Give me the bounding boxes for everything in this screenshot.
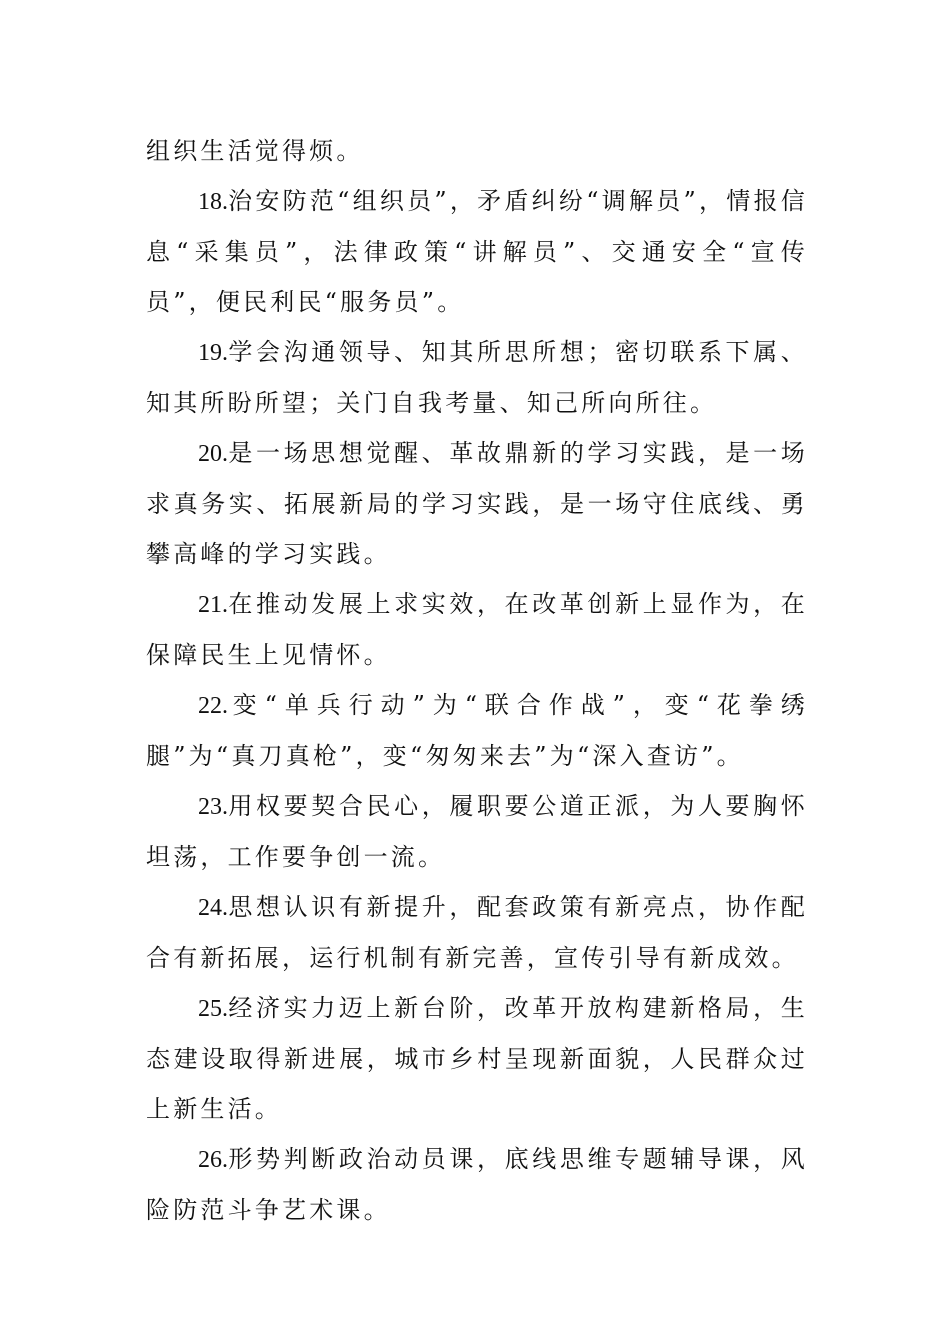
item-number: 26. — [198, 1147, 228, 1173]
paragraph-text: 组织生活觉得烦。 — [146, 137, 364, 165]
item-number: 23. — [198, 794, 228, 820]
item-number: 22. — [198, 693, 228, 719]
paragraph-text: 在推动发展上求实效，在改革创新上显作为，在保障民生上见情怀。 — [146, 590, 808, 669]
list-item-20 — [146, 428, 808, 579]
paragraph-text: 学会沟通领导、知其所思所想；密切联系下属、知其所盼所望；关门自我考量、知己所向所往。 — [146, 338, 808, 417]
paragraph-text: 思想认识有新提升，配套政策有新亮点，协作配合有新拓展，运行机制有新完善，宣传引导有新成效。 — [146, 893, 808, 972]
list-item-26 — [146, 1134, 808, 1235]
paragraph-text: 治安防范“组织员”，矛盾纠纷“调解员”，情报信息“采集员”，法律政策“讲解员”、交通安全“宣传员”，便民利民“服务员”。 — [146, 187, 808, 316]
item-number: 21. — [198, 592, 228, 618]
list-item-19 — [146, 327, 808, 428]
paragraph-text: 用权要契合民心，履职要公道正派，为人要胸怀坦荡，工作要争创一流。 — [146, 792, 808, 871]
paragraph-text: 变“单兵行动”为“联合作战”，变“花拳绣腿”为“真刀真枪”，变“匆匆来去”为“深入查访”。 — [146, 691, 808, 770]
item-number: 20. — [198, 441, 228, 467]
list-item-22 — [146, 680, 808, 781]
item-number: 25. — [198, 996, 228, 1022]
list-item-18 — [146, 176, 808, 327]
list-item-24 — [146, 882, 808, 983]
paragraph-text: 经济实力迈上新台阶，改革开放构建新格局，生态建设取得新进展，城市乡村呈现新面貌，人民群众过上新生活。 — [146, 994, 808, 1123]
document-body — [146, 126, 808, 1235]
paragraph-text: 是一场思想觉醒、革故鼎新的学习实践，是一场求真务实、拓展新局的学习实践，是一场守住底线、勇攀高峰的学习实践。 — [146, 439, 808, 568]
item-number: 19. — [198, 340, 228, 366]
item-number: 18. — [198, 189, 228, 215]
paragraph-continuation — [146, 126, 808, 176]
list-item-23 — [146, 781, 808, 882]
list-item-25 — [146, 983, 808, 1134]
list-item-21 — [146, 579, 808, 680]
item-number: 24. — [198, 895, 228, 921]
paragraph-text: 形势判断政治动员课，底线思维专题辅导课，风险防范斗争艺术课。 — [146, 1145, 808, 1224]
